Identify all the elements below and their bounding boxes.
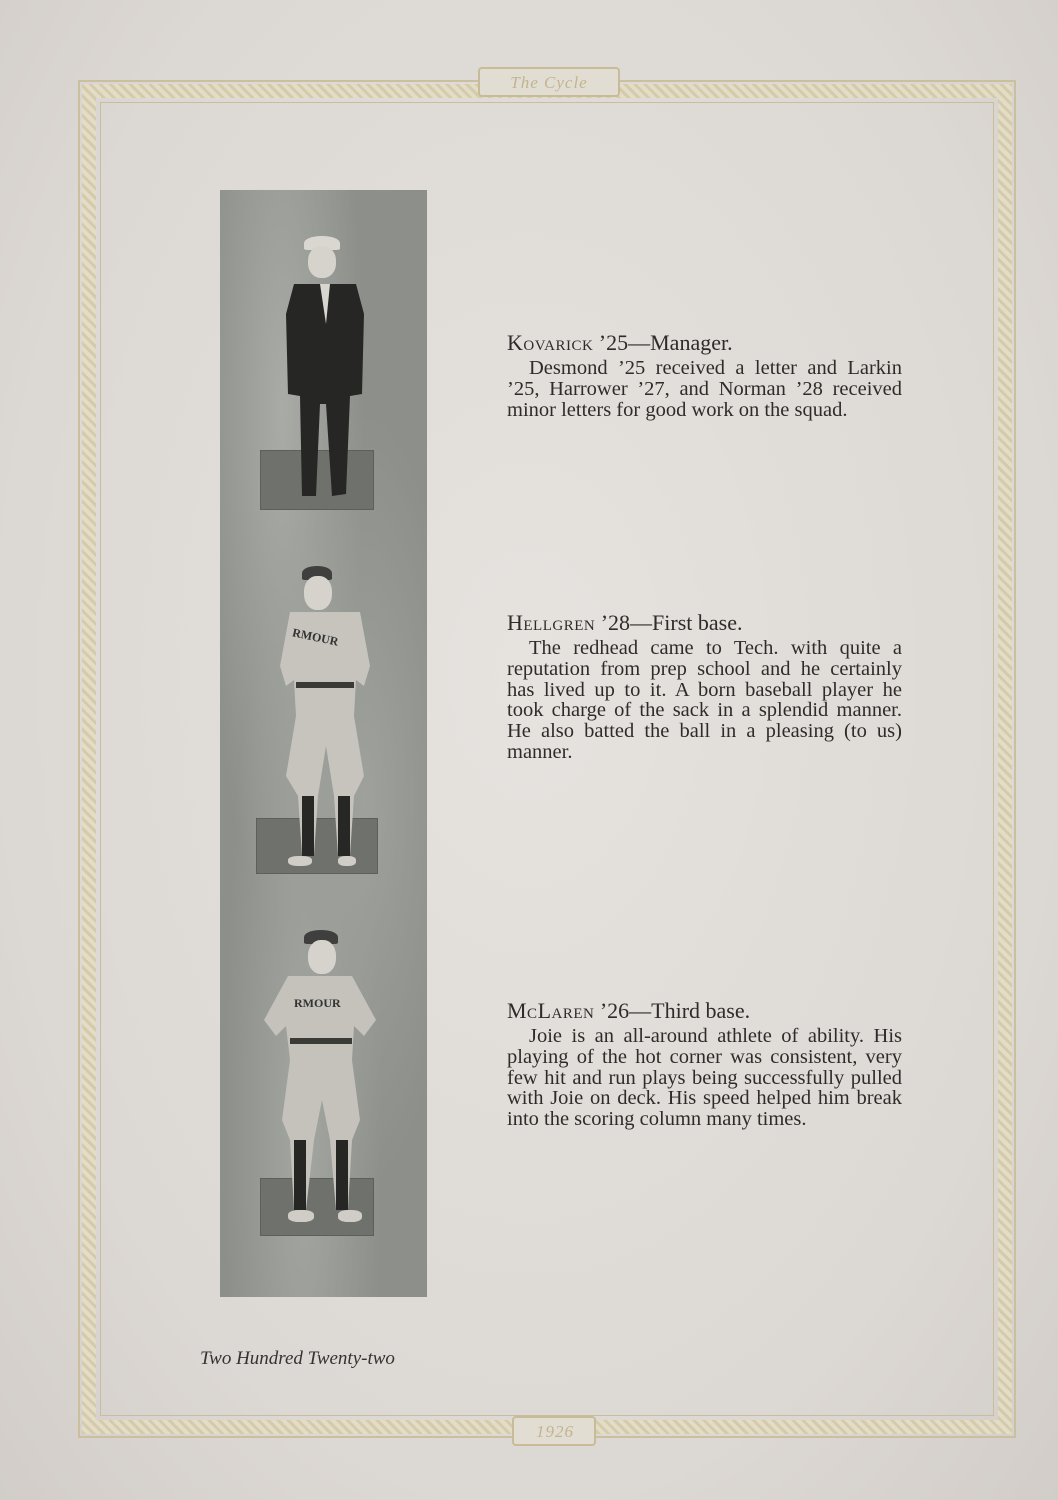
player-photo-mclaren [220,920,427,1240]
player-position: ’28—First base. [595,610,743,635]
entry-hellgren [507,610,902,763]
footer-ornament: 1926 [512,1416,596,1446]
entry-heading [507,998,902,1024]
shoe [338,856,356,866]
player-position: ’26—Third base. [594,998,751,1023]
player-position: ’25—Manager. [593,330,733,355]
page-number: Two Hundred Twenty-two [200,1348,395,1369]
head [304,576,332,610]
player-photo-kovarick [220,190,427,520]
shoe [288,856,312,866]
shoe [288,1210,314,1222]
player-name: Hellgren [507,610,596,635]
suit-figure [280,274,370,504]
photo-strip [220,190,427,1297]
jersey-lettering: RMOUR [291,625,340,649]
player-name: Kovarick [507,330,594,355]
entry-body: Desmond ’25 received a letter and Larkin ’25, Harrower ’27, and Norman ’28 received minor letters for good work on the squad. [507,357,902,421]
entry-kovarick [507,330,902,420]
player-photo-hellgren [220,560,427,880]
head [308,940,336,974]
player-name: McLaren [507,998,595,1023]
entry-body: The redhead came to Tech. with quite a reputation from prep school and he certainly has lived up to it. A born baseball player he took charge of the sack in a splendid manner. He also batted the ball in a pleasing (to us) manner. [507,637,902,763]
header-ornament: The Cycle [478,67,620,97]
entry-body: Joie is an all-around athlete of ability. His playing of the hot corner was consistent, very few hit and run plays being successfully pulled with Joie on deck. His speed helped him break into the scoring column many times. [507,1025,902,1131]
entry-mclaren [507,998,902,1130]
entry-heading [507,610,902,636]
entry-heading [507,330,902,356]
shoe [338,1210,362,1222]
jersey-lettering: RMOUR [294,996,341,1010]
